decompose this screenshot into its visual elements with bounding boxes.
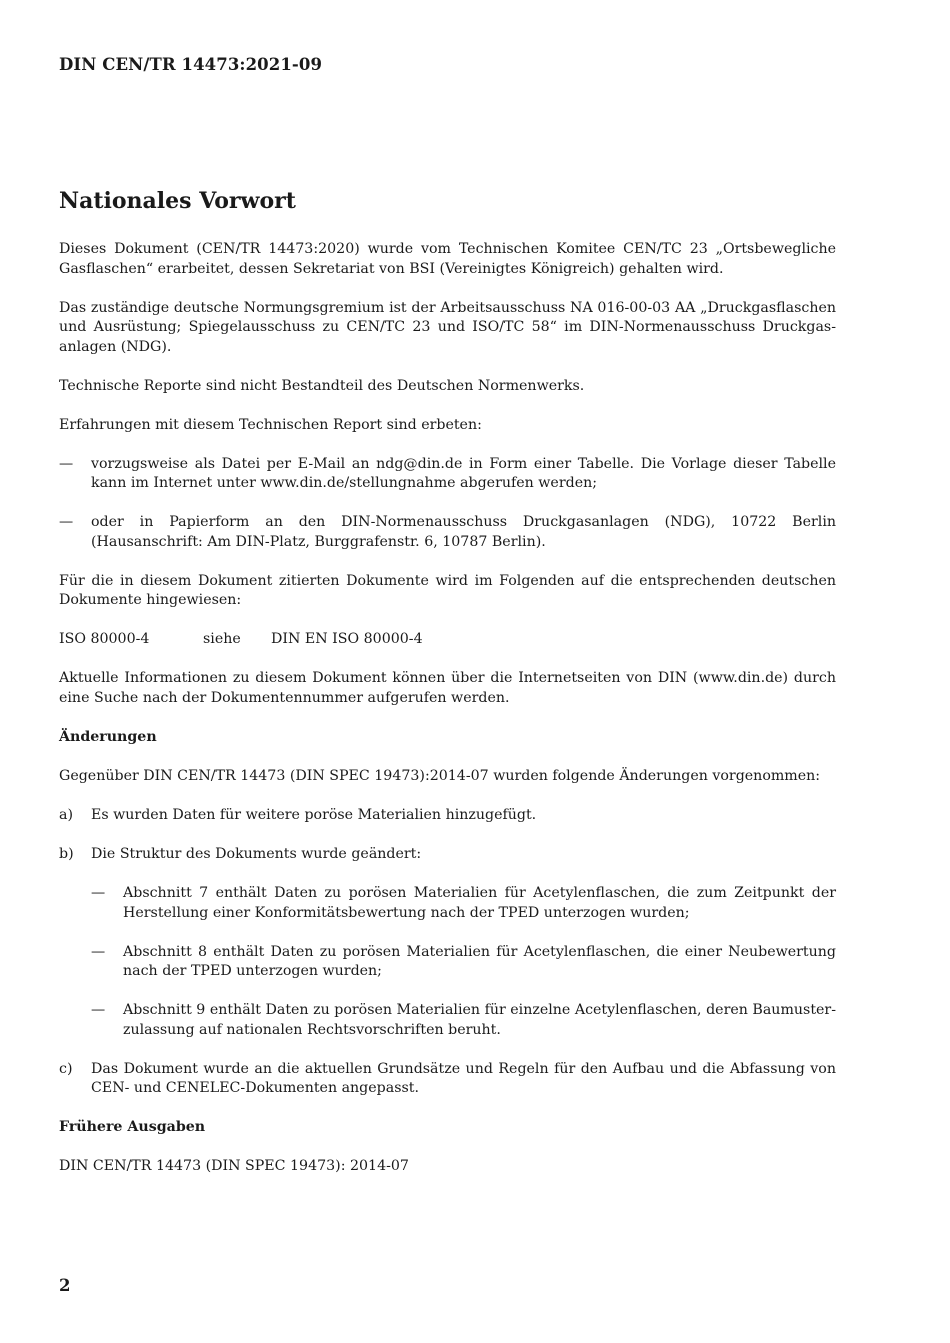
sub-list-item	[91, 884, 836, 923]
list-marker: —	[91, 943, 106, 960]
changes-heading: Änderungen	[59, 729, 157, 746]
list-item-text: oder in Papierform an den DIN-Normenausschuss Druckgasanlagen (NDG), 10722 Berlin (Hausanschrift: Am DIN-Platz, Burggrafenstr. 6, 10787 Berlin).	[91, 514, 836, 550]
list-marker: b)	[59, 845, 74, 862]
list-item-text: Abschnitt 7 enthält Daten zu porösen Materialien für Acetylenflaschen, die zum Zeitpunkt der Herstellung einer Konformitätsbewertung nach der TPED unterzogen wurden;	[123, 884, 836, 921]
list-item-text: Es wurden Daten für weitere poröse Materialien hinzugefügt.	[91, 806, 537, 823]
list-item-text: Abschnitt 9 enthält Daten zu porösen Materialien für einzelne Acetylenflaschen, deren Baumuster-zulassung auf nationalen Rechtsvorschriften beruht.	[123, 1002, 836, 1038]
document-id-header: DIN CEN/TR 14473:2021-09	[59, 55, 323, 74]
feedback-list-item	[59, 455, 836, 494]
previous-editions-text: DIN CEN/TR 14473 (DIN SPEC 19473): 2014-07	[59, 1158, 409, 1175]
references-intro: Für die in diesem Dokument zitierten Dokumente wird im Folgenden auf die entsprechenden deutschen Dokumente hingewiesen:	[59, 572, 836, 609]
reference-source: ISO 80000-4	[59, 631, 150, 648]
sub-list-item	[91, 1001, 836, 1040]
list-item-text: Die Struktur des Dokuments wurde geändert:	[91, 845, 422, 862]
changes-item-b	[59, 845, 836, 865]
changes-intro: Gegenüber DIN CEN/TR 14473 (DIN SPEC 19473):2014-07 wurden folgende Änderungen vorgenommen:	[59, 768, 821, 784]
list-marker: —	[59, 514, 74, 531]
changes-item-c	[59, 1060, 836, 1099]
intro-paragraph-3: Technische Reporte sind nicht Bestandteil des Deutschen Normenwerks.	[59, 377, 585, 394]
sub-list-item	[91, 943, 836, 982]
intro-paragraph-4: Erfahrungen mit diesem Technischen Report sind erbeten:	[59, 416, 482, 433]
list-marker: —	[91, 1002, 106, 1019]
document-body	[59, 240, 836, 1196]
intro-paragraph-2: Das zuständige deutsche Normungsgremium ist der Arbeitsausschuss NA 016-00-03 AA „Druckgasflaschen und Ausrüstung; Spiegelausschuss zu CEN/TC 23 und ISO/TC 58“ im DIN-Normenausschuss Druckgas-anlagen (NDG).	[59, 299, 836, 355]
list-marker: a)	[59, 806, 73, 823]
list-marker: —	[91, 884, 106, 901]
list-item-text: Das Dokument wurde an die aktuellen Grundsätze und Regeln für den Aufbau und die Abfassung von CEN- und CENELEC-Dokumenten angepasst.	[91, 1060, 836, 1097]
list-marker: c)	[59, 1060, 73, 1077]
changes-sub-list	[91, 884, 836, 1040]
reference-target: DIN EN ISO 80000-4	[271, 631, 423, 648]
info-paragraph: Aktuelle Informationen zu diesem Dokument können über die Internetseiten von DIN (www.din.de) durch eine Suche nach der Dokumentennummer aufgerufen werden.	[59, 670, 836, 707]
section-title: Nationales Vorwort	[59, 188, 296, 214]
list-item-text: vorzugsweise als Datei per E-Mail an ndg@din.de in Form einer Tabelle. Die Vorlage dieser Tabelle kann im Internet unter www.din.de/stellungnahme abgerufen werden;	[91, 455, 836, 492]
feedback-list-item	[59, 513, 836, 552]
list-marker: —	[59, 455, 74, 472]
intro-paragraph-1: Dieses Dokument (CEN/TR 14473:2020) wurde vom Technischen Komitee CEN/TC 23 „Ortsbewegliche Gasflaschen“ erarbeitet, dessen Sekretariat von BSI (Vereinigtes Königreich) gehalten wird.	[59, 241, 836, 277]
previous-editions-heading: Frühere Ausgaben	[59, 1119, 206, 1136]
reference-relation: siehe	[203, 631, 241, 648]
list-item-text: Abschnitt 8 enthält Daten zu porösen Materialien für Acetylenflaschen, die einer Neubewertung nach der TPED unterzogen wurden;	[123, 943, 836, 980]
changes-item-a	[59, 806, 836, 826]
reference-row	[59, 630, 836, 650]
page-number: 2	[59, 1276, 71, 1295]
